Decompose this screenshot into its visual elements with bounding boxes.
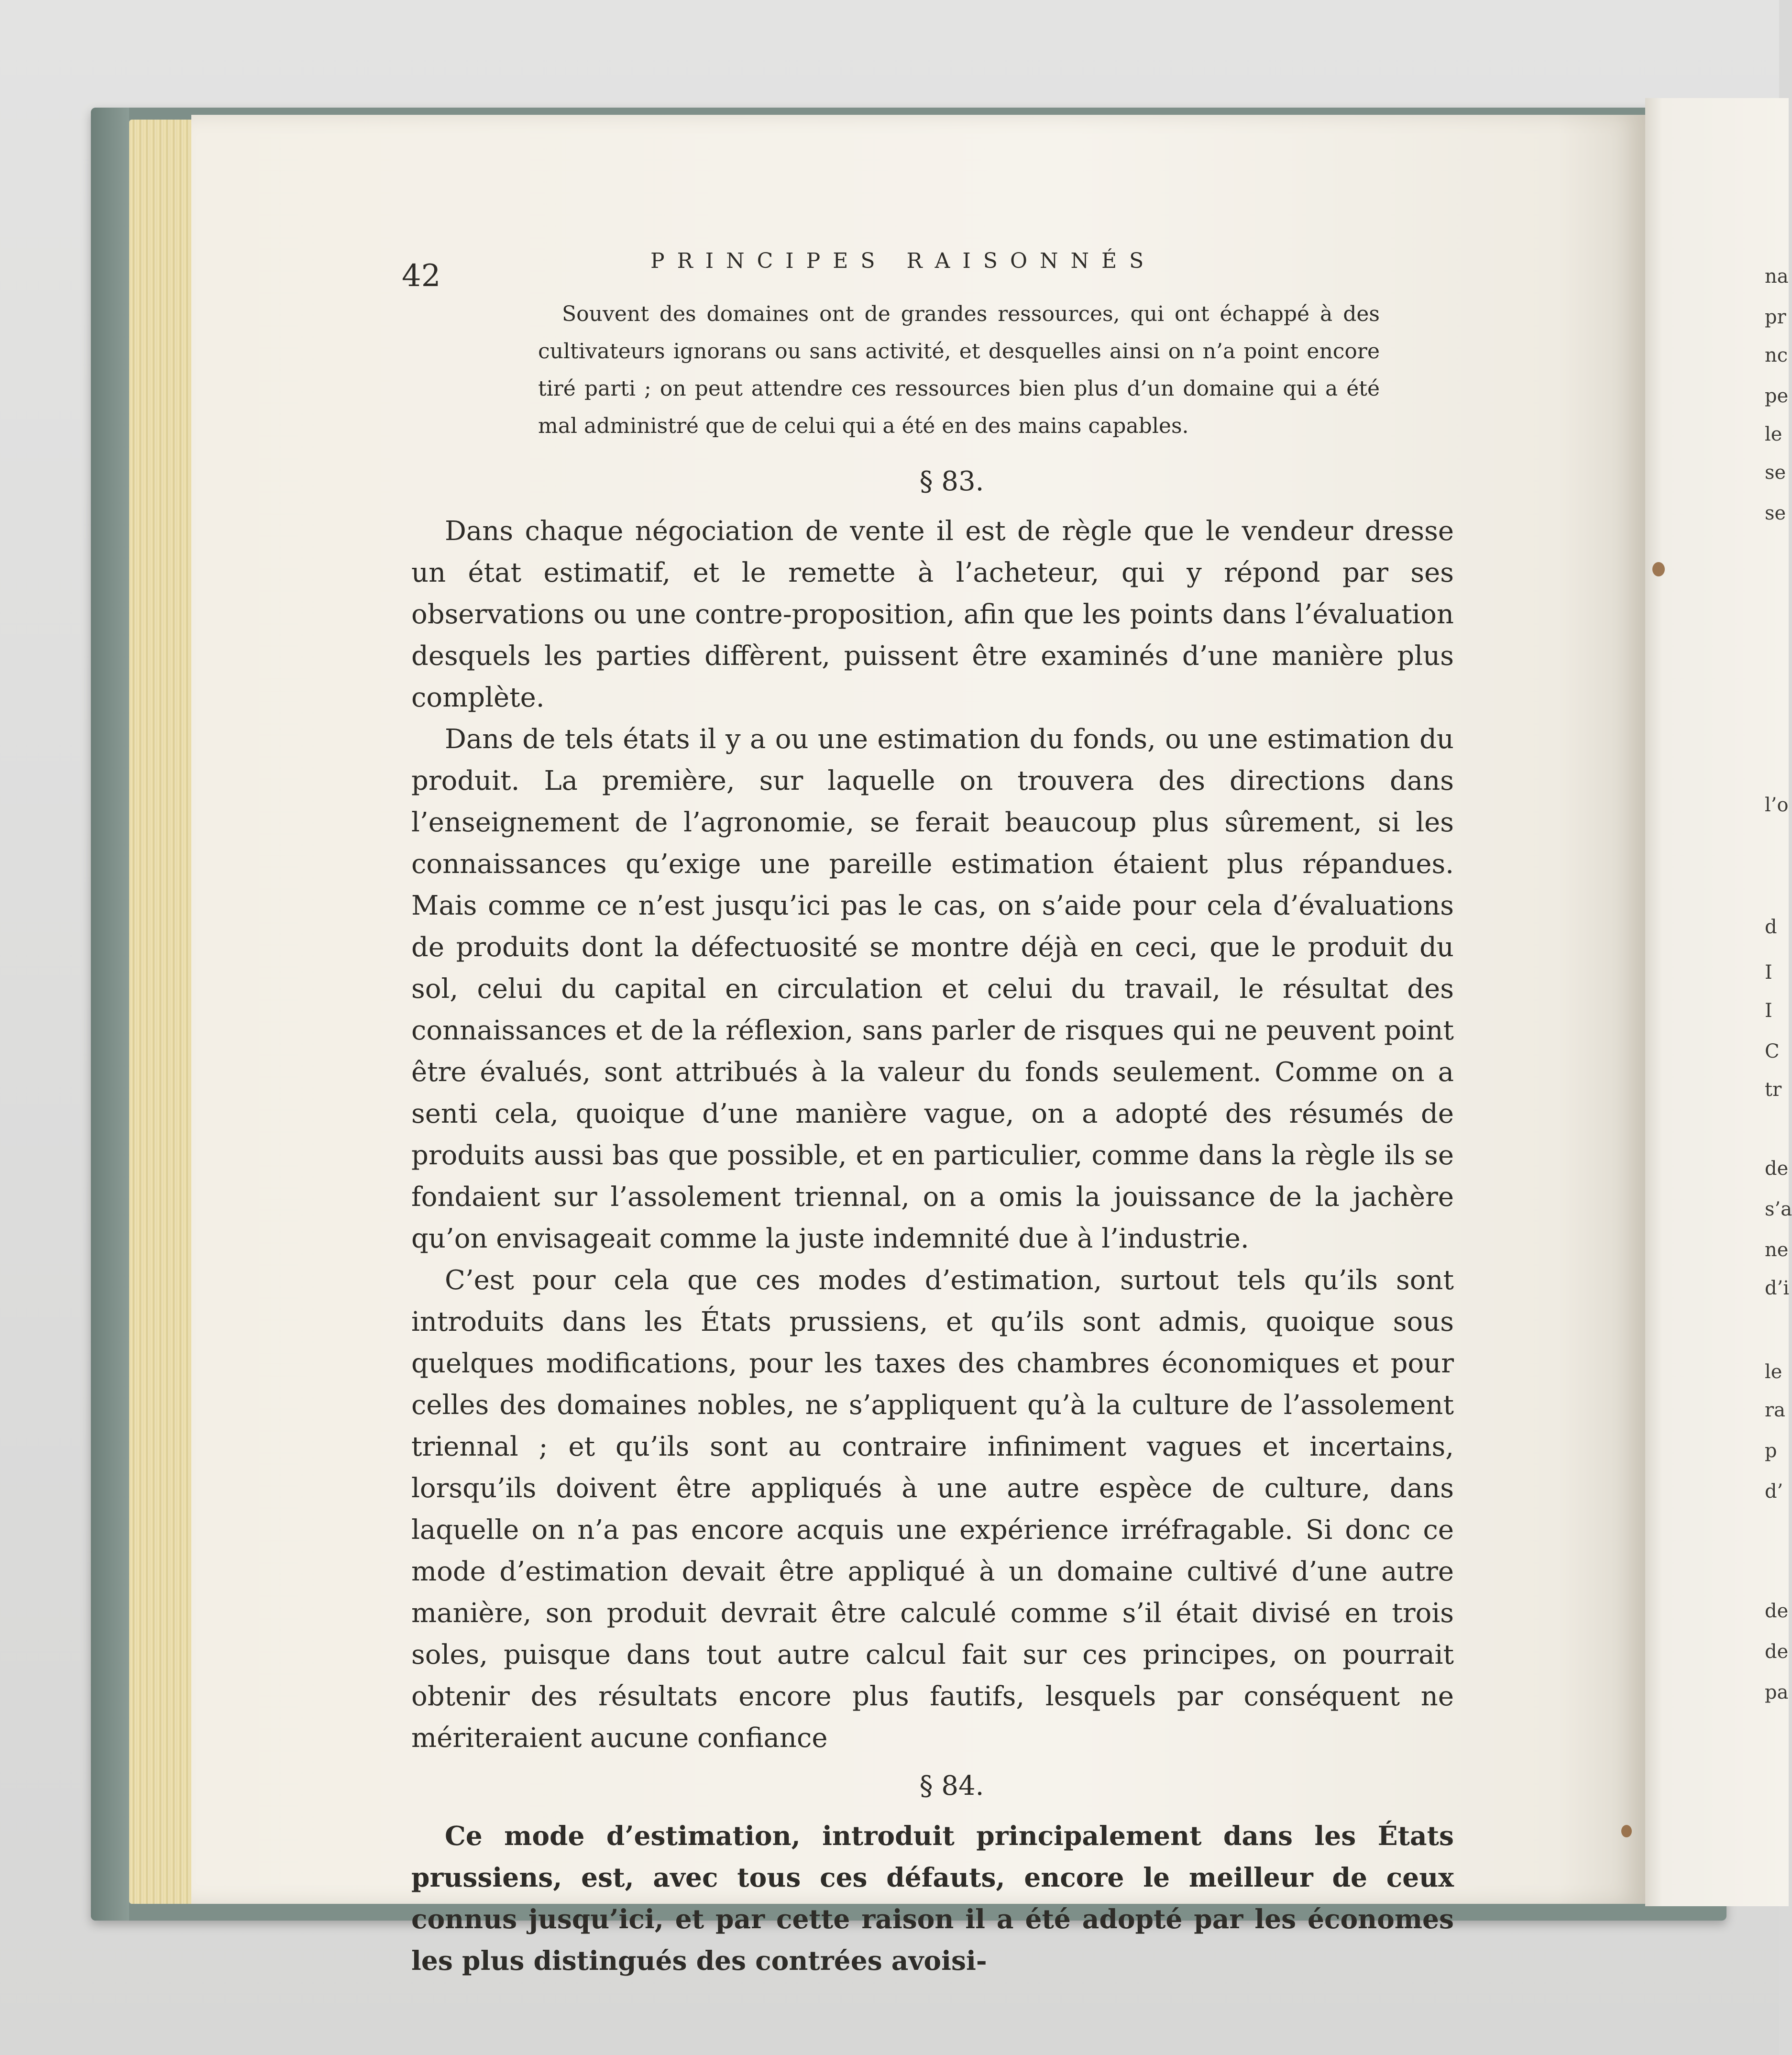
page-number: 42 — [402, 258, 441, 294]
right-page-text-fragments — [1765, 0, 1792, 2055]
right-fragment: le — [1765, 423, 1782, 445]
right-fragment: d — [1765, 916, 1777, 938]
right-fragment: de — [1765, 1600, 1789, 1622]
right-fragment: d’ — [1765, 1480, 1783, 1503]
section-heading: § 83. — [919, 466, 984, 497]
right-fragment: se — [1765, 502, 1786, 524]
paper-stain — [1652, 562, 1665, 576]
right-fragment: p — [1765, 1440, 1777, 1462]
right-fragment: pr — [1765, 306, 1786, 328]
right-fragment: tr — [1765, 1079, 1782, 1101]
paragraph: Dans chaque négociation de vente il est de règle que le vendeur dresse un état estimatif, et le remette à l’acheteur, qui y répond par ses observations ou une contre-proposition, afin que les points dans l’évaluation desquels les parties diffèrent, puissent être examinés d’une manière plus complète. — [411, 516, 1454, 713]
right-fragment: ra — [1765, 1399, 1785, 1421]
right-fragment: nc — [1765, 344, 1788, 366]
right-fragment: pe — [1765, 385, 1789, 407]
page-header — [402, 239, 1463, 292]
right-fragment: de — [1765, 1641, 1789, 1663]
paragraph: Dans de tels états il y a ou une estimation du fonds, ou une estimation du produit. La première, sur laquelle on trouvera des directions dans l’enseignement de l’agronomie, se ferait beaucoup plus sûrement, si les connaissances qu’exige une pareille estimation étaient plus répandues. Mais comme ce n’est jusqu’ici pas le cas, on s’aide pour cela d’évaluations de produits dont la défectuosité se montre déjà en ceci, que le produit du sol, celui du capital en circulation et celui du travail, le résultat des connaissances et de la réflexion, sans parler de risques qui ne peuvent point être évalués, sont attribués à la valeur du fonds seulement. Comme on a senti cela, quoique d’une manière vague, on a adopté des résumés de produits aussi bas que possible, et en particulier, comme dans la règle ils se fondaient sur l’assolement triennal, on a omis la jouissance de la jachère qu’on envisageait comme la juste indemnité due à l’industrie. — [411, 724, 1454, 1254]
paragraph: C’est pour cela que ces modes d’estimation, surtout tels qu’ils sont introduits dans les États prussiens, et qu’ils sont admis, quoique sous quelques modifications, pour les taxes des chambres économiques et pour celles des domaines nobles, ne s’appliquent qu’à la culture de l’assolement triennal ; et qu’ils sont au contraire infiniment vagues et incertains, lorsqu’ils doivent être appliqués à une autre espèce de culture, dans laquelle on n’a pas encore acquis une expérience irréfragable. Si donc ce mode d’estimation devait être appliqué à un domaine cultivé d’une autre manière, son produit devrait être calculé comme s’il était divisé en trois soles, puisque dans tout autre calcul fait sur ces principes, on pourrait obtenir des résultats encore plus fautifs, lesquels par conséquent ne mériteraient aucune confiance — [411, 1265, 1454, 1754]
running-title: PRINCIPES RAISONNÉS — [650, 249, 1156, 273]
right-fragment: le — [1765, 1361, 1782, 1383]
right-fragment: se — [1765, 462, 1786, 484]
right-fragment: s’a — [1765, 1198, 1792, 1220]
right-fragment: I — [1765, 1000, 1772, 1022]
right-fragment: d’i — [1765, 1277, 1790, 1299]
right-fragment: l’o — [1765, 794, 1789, 816]
right-fragment: na — [1765, 265, 1789, 287]
footnote: Souvent des domaines ont de grandes ressources, qui ont échappé à des cultivateurs ignorans ou sans activité, et desquelles ainsi on n’a point encore tiré parti ; on peut attendre ces ressources bien plus d’un domaine qui a été mal administré que de celui qui a été en des mains capables. — [538, 302, 1380, 438]
paper-stain — [1621, 1825, 1632, 1837]
right-fragment: ne — [1765, 1239, 1789, 1261]
right-fragment: C — [1765, 1040, 1780, 1062]
section-heading: § 84. — [919, 1770, 984, 1801]
page-content — [402, 239, 1463, 1981]
right-fragment: pa — [1765, 1681, 1789, 1703]
paragraph: Ce mode d’estimation, introduit principalement dans les États prussiens, est, avec tous ces défauts, encore le meilleur de ceux connus jusqu’ici, et par cette raison il a été adopté par les économes les plus distingués des contrées avoisi- — [411, 1820, 1454, 1976]
page-edges — [129, 120, 201, 1904]
right-fragment: de — [1765, 1158, 1789, 1180]
right-fragment: I — [1765, 961, 1772, 983]
